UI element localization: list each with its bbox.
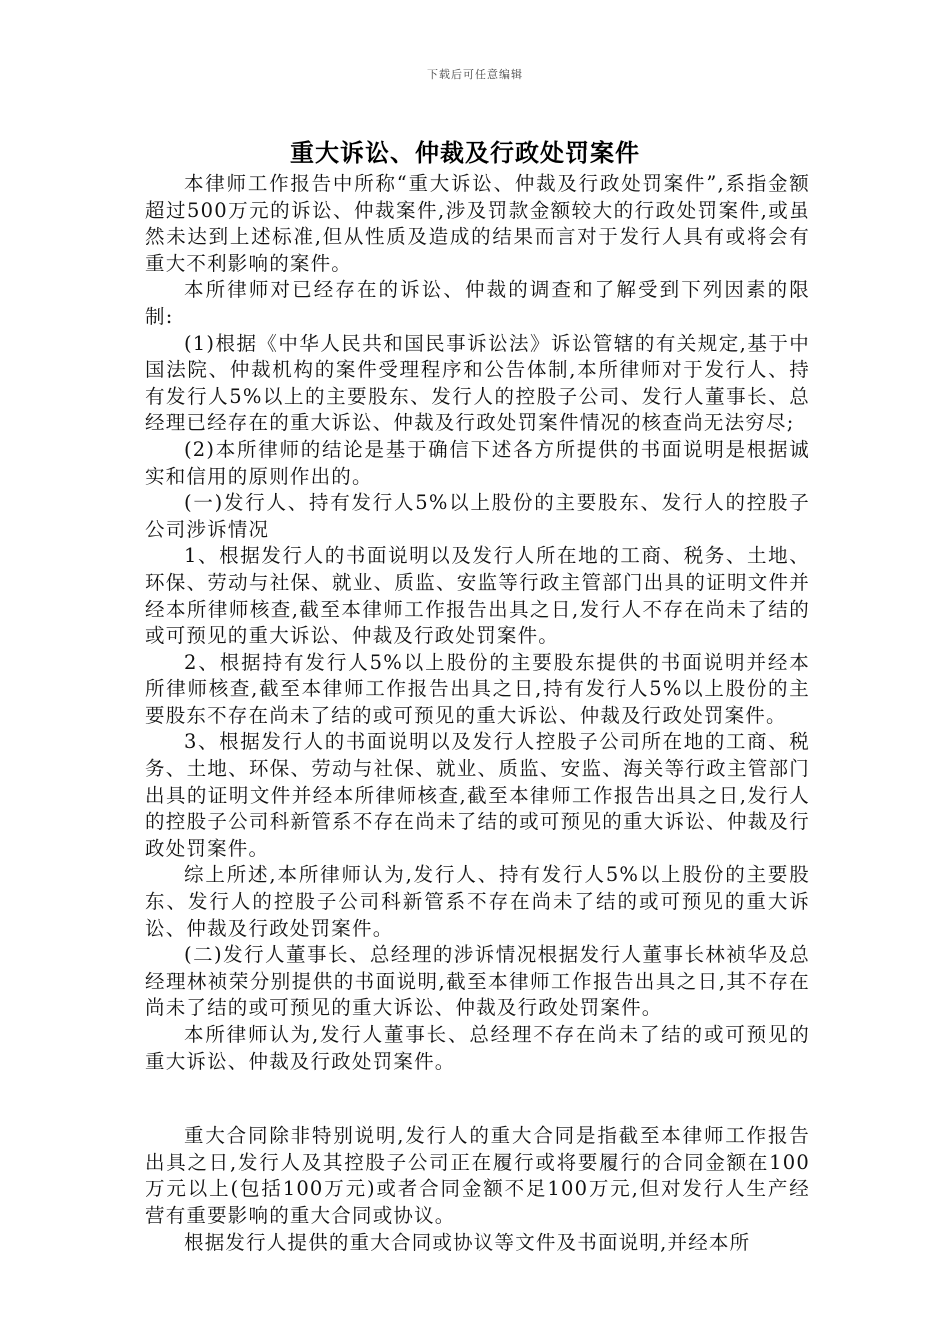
paragraph: 本所律师对已经存在的诉讼、仲裁的调查和了解受到下列因素的限制: bbox=[145, 278, 810, 328]
document-title bbox=[0, 133, 850, 168]
paragraph: (二)发行人董事长、总经理的涉诉情况根据发行人董事长林祯华及总经理林祯荣分别提供的书面说明,截至本律师工作报告出具之日,其不存在尚未了结的或可预见的重大诉讼、仲裁及行政处罚案件。 bbox=[145, 943, 810, 1020]
paragraph: 2、根据持有发行人5%以上股份的主要股东提供的书面说明并经本所律师核查,截至本律师工作报告出具之日,持有发行人5%以上股份的主要股东不存在尚未了结的或可预见的重大诉讼、仲裁及行政处罚案件。 bbox=[145, 650, 810, 727]
header-note: 下载后可任意编辑 bbox=[427, 68, 523, 81]
paragraph: (一)发行人、持有发行人5%以上股份的主要股东、发行人的控股子公司涉诉情况 bbox=[145, 491, 810, 541]
document-body bbox=[145, 171, 810, 1256]
paragraph: 1、根据发行人的书面说明以及发行人所在地的工商、税务、土地、环保、劳动与社保、就业、质监、安监等行政主管部门出具的证明文件并经本所律师核查,截至本律师工作报告出具之日,发行人不存在尚未了结的或可预见的重大诉讼、仲裁及行政处罚案件。 bbox=[145, 544, 810, 648]
paragraph: 综上所述,本所律师认为,发行人、持有发行人5%以上股份的主要股东、发行人的控股子公司科新管系不存在尚未了结的或可预见的重大诉讼、仲裁及行政处罚案件。 bbox=[145, 863, 810, 940]
paragraph: 重大合同除非特别说明,发行人的重大合同是指截至本律师工作报告出具之日,发行人及其控股子公司正在履行或将要履行的合同金额在100万元以上(包括100万元)或者合同金额不足100万元,但对发行人生产经营有重要影响的重大合同或协议。 bbox=[145, 1124, 810, 1227]
paragraph: (1)根据《中华人民共和国民事诉讼法》诉讼管辖的有关规定,基于中国法院、仲裁机构的案件受理程序和公告体制,本所律师对于发行人、持有发行人5%以上的主要股东、发行人的控股子公司、发行人董事长、总经理已经存在的重大诉讼、仲裁及行政处罚案件情况的核查尚无法穷尽; bbox=[145, 331, 810, 435]
paragraph: 本律师工作报告中所称“重大诉讼、仲裁及行政处罚案件”,系指金额超过500万元的诉讼、仲裁案件,涉及罚款金额较大的行政处罚案件,或虽然未达到上述标准,但从性质及造成的结果而言对于发行人具有或将会有重大不利影响的案件。 bbox=[145, 172, 810, 275]
section-gap bbox=[145, 1075, 810, 1123]
paragraph: 本所律师认为,发行人董事长、总经理不存在尚未了结的或可预见的重大诉讼、仲裁及行政处罚案件。 bbox=[145, 1023, 810, 1073]
paragraph: (2)本所律师的结论是基于确信下述各方所提供的书面说明是根据诚实和信用的原则作出的。 bbox=[145, 437, 810, 488]
paragraph: 根据发行人提供的重大合同或协议等文件及书面说明,并经本所 bbox=[184, 1230, 751, 1254]
paragraph: 3、根据发行人的书面说明以及发行人控股子公司所在地的工商、税务、土地、环保、劳动与社保、就业、质监、安监、海关等行政主管部门出具的证明文件并经本所律师核查,截至本律师工作报告出具之日,发行人的控股子公司科新管系不存在尚未了结的或可预见的重大诉讼、仲裁及行政处罚案件。 bbox=[145, 730, 810, 860]
document-title-text: 重大诉讼、仲裁及行政处罚案件 bbox=[290, 139, 640, 167]
